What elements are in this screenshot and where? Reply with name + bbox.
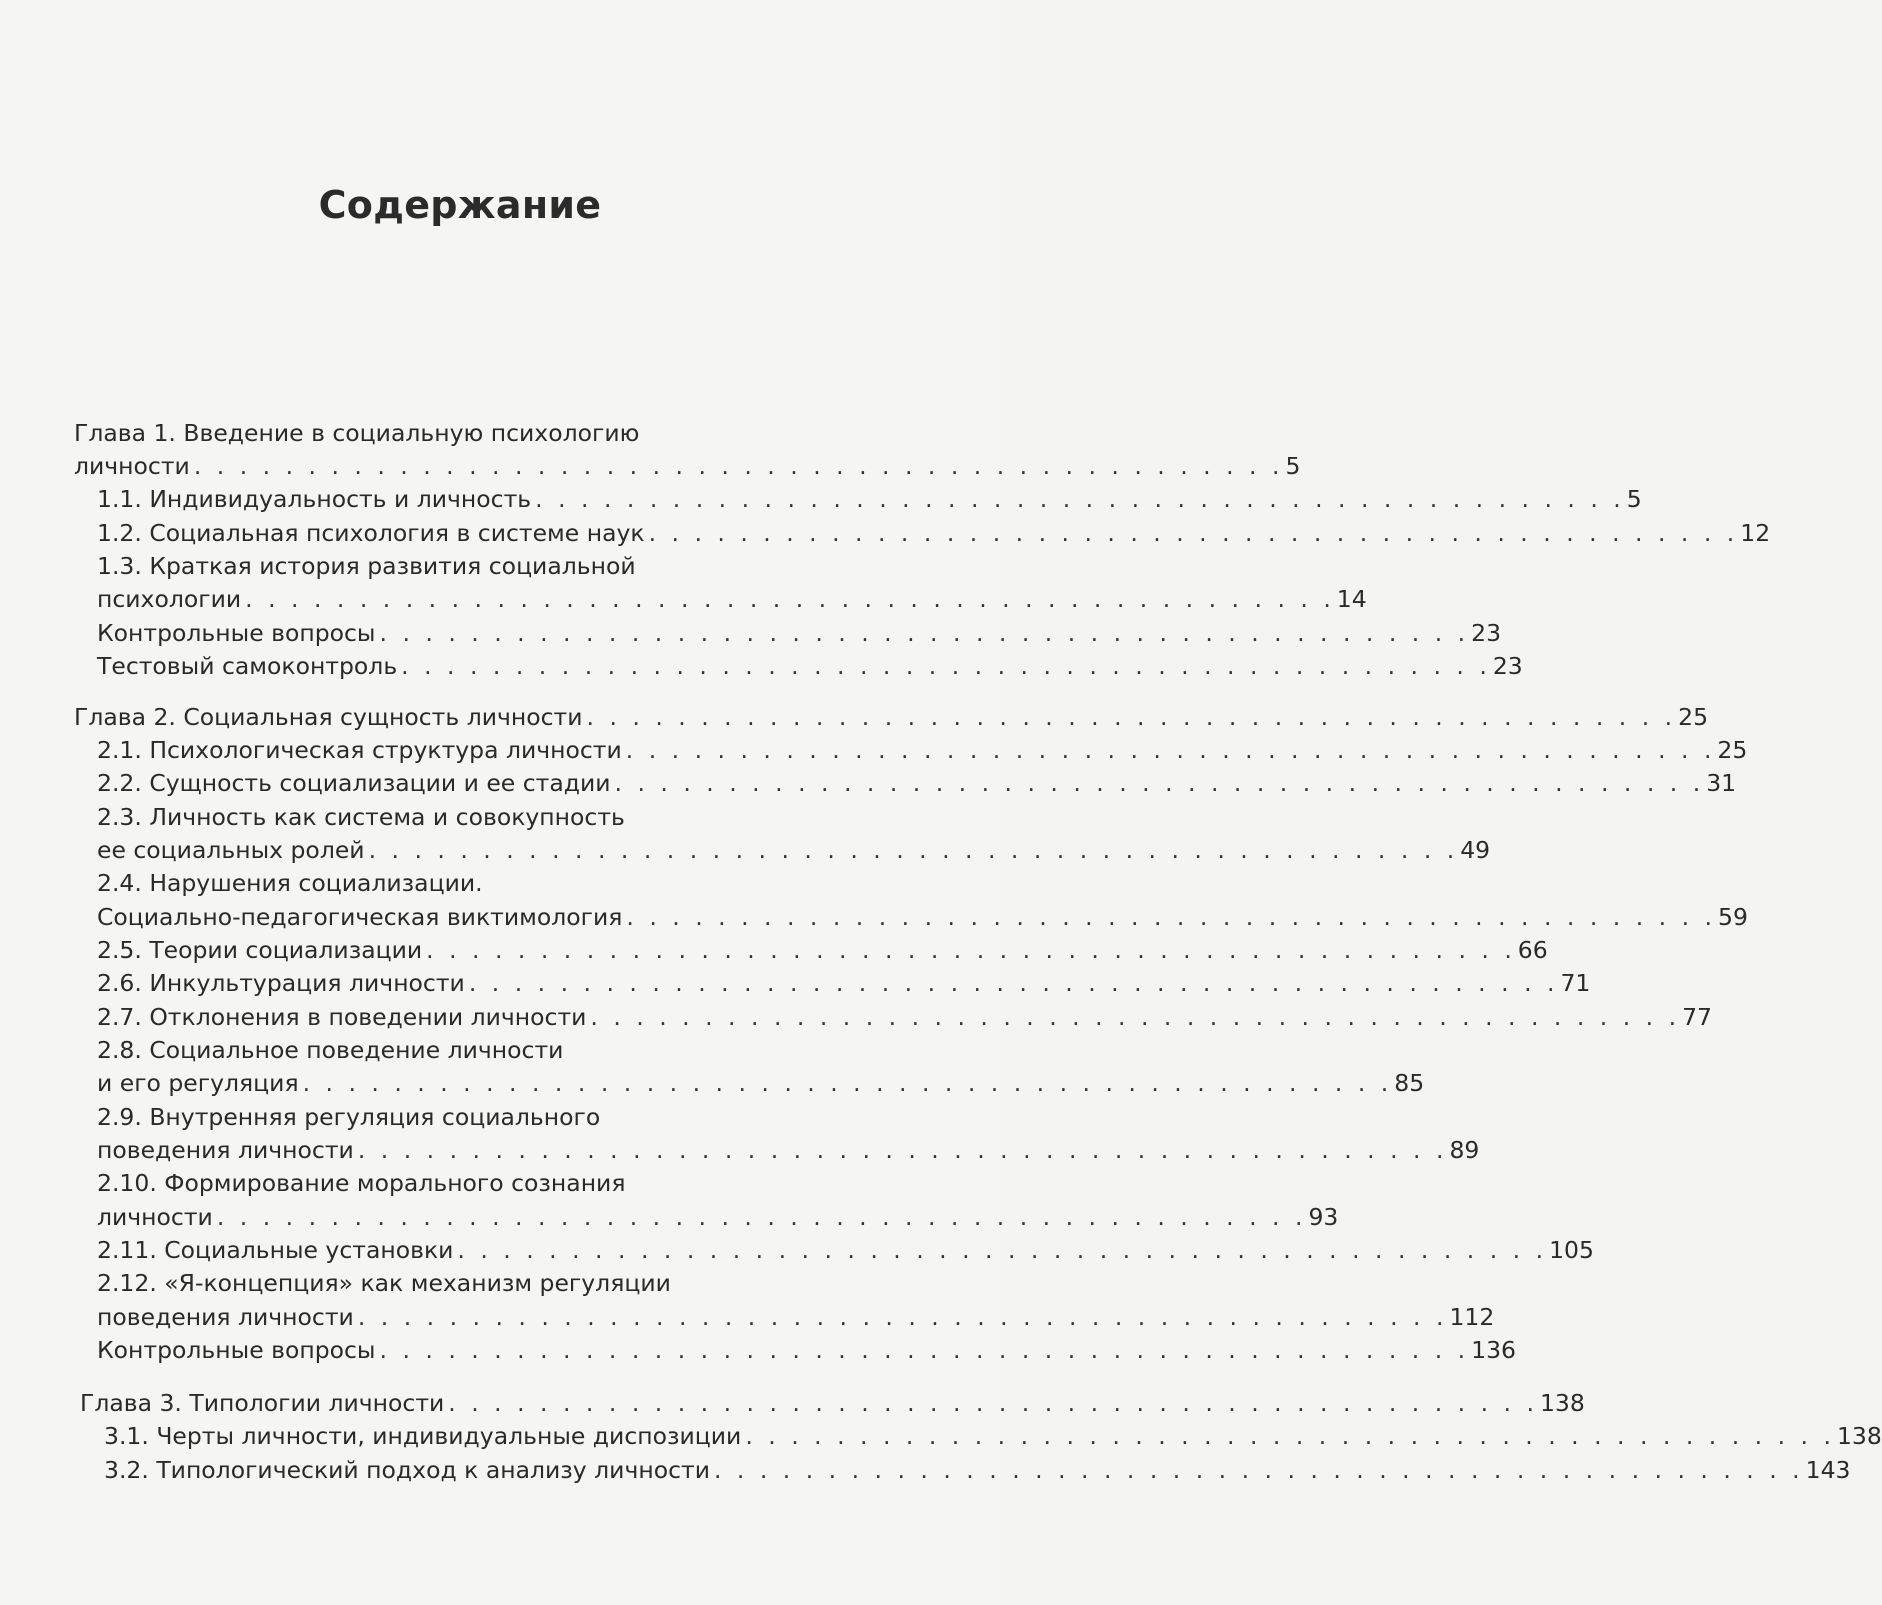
toc-entry [97, 1100, 852, 1134]
toc-page-number: 5 [1285, 452, 1301, 480]
toc-entry-text: психологии [97, 585, 242, 613]
dot-leader: . . . . . . . . . . . . . . . . . . . . . . . . . . . . . . . . . . . . . . . . . . . . . . . . [245, 585, 1335, 613]
toc-entry-text: 2.1. Психологическая структура личности [97, 736, 622, 764]
toc-entry-text: 1.3. Краткая история развития социальной [97, 552, 636, 580]
toc-entry [97, 1233, 1594, 1267]
dot-leader: . . . . . . . . . . . . . . . . . . . . . . . . . . . . . . . . . . . . . . . . . . . . . . . . [713, 1456, 1804, 1484]
toc-entry [104, 1453, 1851, 1487]
toc-entry [74, 449, 1301, 483]
toc-entry [97, 582, 1367, 616]
toc-entry-text: 2.3. Личность как система и совокупность [97, 803, 625, 831]
toc-page-number: 66 [1517, 936, 1548, 964]
toc-entry-text: поведения личности [97, 1136, 354, 1164]
toc-entry-text: 2.5. Теории социализации [97, 936, 423, 964]
dot-leader: . . . . . . . . . . . . . . . . . . . . . . . . . . . . . . . . . . . . . . . . . . . . . . . . [614, 769, 1705, 797]
toc-entry [104, 1419, 1882, 1453]
dot-leader: . . . . . . . . . . . . . . . . . . . . . . . . . . . . . . . . . . . . . . . . . . . . . . . . [368, 836, 1459, 864]
toc-entry-text: Социально-педагогическая виктимология [97, 903, 623, 931]
toc-entry-text: 3.1. Черты личности, индивидуальные диспозиции [104, 1422, 742, 1450]
toc-entry-text: 2.6. Инкультурация личности [97, 969, 465, 997]
toc-entry [97, 1200, 1339, 1234]
dot-leader: . . . . . . . . . . . . . . . . . . . . . . . . . . . . . . . . . . . . . . . . . . . . . . . . [448, 1389, 1538, 1417]
toc-entry [97, 866, 852, 900]
toc-entry-text: личности [74, 452, 190, 480]
dot-leader: . . . . . . . . . . . . . . . . . . . . . . . . . . . . . . . . . . . . . . . . . . . . . . . . [745, 1422, 1835, 1450]
toc-entry [97, 800, 852, 834]
toc-page-number: 71 [1560, 969, 1591, 997]
toc-entry-text: личности [97, 1203, 213, 1231]
toc-entry-text: 1.2. Социальная психология в системе наук [97, 519, 645, 547]
toc-entry-text: 2.7. Отклонения в поведении личности [97, 1003, 587, 1031]
toc-page-number: 138 [1539, 1389, 1585, 1417]
toc-page-number: 85 [1394, 1069, 1425, 1097]
toc-page-number: 93 [1308, 1203, 1339, 1231]
toc-entry-text: 3.2. Типологический подход к анализу личности [104, 1456, 710, 1484]
toc-entry-text: 2.11. Социальные установки [97, 1236, 454, 1264]
toc-entry [97, 1166, 852, 1200]
toc-entry [97, 1066, 1425, 1100]
toc-page-number: 89 [1449, 1136, 1480, 1164]
toc-entry-text: 2.10. Формирование морального сознания [97, 1169, 626, 1197]
toc-page-number: 49 [1460, 836, 1491, 864]
dot-leader: . . . . . . . . . . . . . . . . . . . . . . . . . . . . . . . . . . . . . . . . . . . . . . . . [357, 1303, 1448, 1331]
toc-page-number: 25 [1678, 703, 1709, 731]
toc-entry-text: 2.2. Сущность социализации и ее стадии [97, 769, 611, 797]
toc-entry [97, 833, 1491, 867]
dot-leader: . . . . . . . . . . . . . . . . . . . . . . . . . . . . . . . . . . . . . . . . . . . . . . . . [648, 519, 1739, 547]
dot-leader: . . . . . . . . . . . . . . . . . . . . . . . . . . . . . . . . . . . . . . . . . . . . . . . . [216, 1203, 1307, 1231]
toc-entry-text: Глава 3. Типологии личности [80, 1389, 445, 1417]
toc-entry [97, 616, 1502, 650]
toc-entry-text: Тестовый самоконтроль [97, 652, 398, 680]
toc-page-number: 23 [1492, 652, 1523, 680]
toc-entry-text: Контрольные вопросы [97, 1336, 376, 1364]
toc-page-number: 23 [1471, 619, 1502, 647]
toc-entry [97, 933, 1548, 967]
dot-leader: . . . . . . . . . . . . . . . . . . . . . . . . . . . . . . . . . . . . . . . . . . . . . . . . [626, 903, 1717, 931]
dot-leader: . . . . . . . . . . . . . . . . . . . . . . . . . . . . . . . . . . . . . . . . . . . . . . . . [586, 703, 1677, 731]
toc-chapter-heading [74, 416, 852, 450]
dot-leader: . . . . . . . . . . . . . . . . . . . . . . . . . . . . . . . . . . . . . . . . . . . . . . . . [401, 652, 1491, 680]
toc-entry-text: Глава 1. Введение в социальную психологию [74, 419, 640, 447]
toc-page-number: 25 [1717, 736, 1748, 764]
toc-page-number: 14 [1336, 585, 1367, 613]
toc-entry [97, 1300, 1495, 1334]
toc-entry [97, 966, 1591, 1000]
dot-leader: . . . . . . . . . . . . . . . . . . . . . . . . . . . . . . . . . . . . . . . . . . . . . . . . [468, 969, 1559, 997]
toc-page-number: 112 [1449, 1303, 1495, 1331]
toc-page-number: 12 [1740, 519, 1771, 547]
toc-entry-text: ее социальных ролей [97, 836, 365, 864]
dot-leader: . . . . . . . . . . . . . . . . . . . . . . . . . . . . . . . . . . . . . . . . . . . . . . . . [590, 1003, 1681, 1031]
dot-leader: . . . . . . . . . . . . . . . . . . . . . . . . . . . . . . . . . . . . . . . . . . . . . . . . [193, 452, 1284, 480]
toc-entry-text: и его регуляция [97, 1069, 299, 1097]
toc-page-number: 5 [1626, 485, 1642, 513]
toc-page-number: 138 [1836, 1422, 1882, 1450]
toc-page-number: 136 [1471, 1336, 1517, 1364]
toc-entry [97, 482, 1642, 516]
toc-entry-text: 2.12. «Я-концепция» как механизм регуляции [97, 1269, 671, 1297]
toc-entry [97, 900, 1748, 934]
toc-entry-text: 2.4. Нарушения социализации. [97, 869, 483, 897]
dot-leader: . . . . . . . . . . . . . . . . . . . . . . . . . . . . . . . . . . . . . . . . . . . . . . . . [379, 619, 1470, 647]
toc-entry-text: Контрольные вопросы [97, 619, 376, 647]
toc-entry [97, 1333, 1517, 1367]
toc-entry [97, 733, 1748, 767]
toc-page-number: 77 [1682, 1003, 1712, 1031]
toc-page-number: 59 [1718, 903, 1748, 931]
dot-leader: . . . . . . . . . . . . . . . . . . . . . . . . . . . . . . . . . . . . . . . . . . . . . . . . [379, 1336, 1470, 1364]
toc-entry [97, 1133, 1480, 1167]
dot-leader: . . . . . . . . . . . . . . . . . . . . . . . . . . . . . . . . . . . . . . . . . . . . . . . . [457, 1236, 1548, 1264]
toc-entry-text: 1.1. Индивидуальность и личность [97, 485, 532, 513]
toc-entry [97, 1266, 852, 1300]
toc-chapter-heading [80, 1386, 1585, 1420]
toc-entry [97, 1000, 1712, 1034]
toc-entry-text: Глава 2. Социальная сущность личности [74, 703, 583, 731]
page-title: Содержание [318, 183, 602, 227]
toc-chapter-heading [74, 700, 1709, 734]
dot-leader: . . . . . . . . . . . . . . . . . . . . . . . . . . . . . . . . . . . . . . . . . . . . . . . . [426, 936, 1516, 964]
toc-entry [97, 516, 1771, 550]
toc-entry-text: поведения личности [97, 1303, 354, 1331]
toc-page-number: 143 [1805, 1456, 1851, 1484]
toc-page-number: 105 [1549, 1236, 1594, 1264]
toc-entry [97, 1033, 852, 1067]
toc-entry [97, 766, 1737, 800]
dot-leader: . . . . . . . . . . . . . . . . . . . . . . . . . . . . . . . . . . . . . . . . . . . . . . . . [625, 736, 1716, 764]
toc-entry-text: 2.9. Внутренняя регуляция социального [97, 1103, 601, 1131]
toc-entry [97, 549, 852, 583]
dot-leader: . . . . . . . . . . . . . . . . . . . . . . . . . . . . . . . . . . . . . . . . . . . . . . . . [302, 1069, 1393, 1097]
toc-page-number: 31 [1706, 769, 1737, 797]
toc-entry-text: 2.8. Социальное поведение личности [97, 1036, 564, 1064]
toc-entry [97, 649, 1523, 683]
dot-leader: . . . . . . . . . . . . . . . . . . . . . . . . . . . . . . . . . . . . . . . . . . . . . . . . [357, 1136, 1448, 1164]
dot-leader: . . . . . . . . . . . . . . . . . . . . . . . . . . . . . . . . . . . . . . . . . . . . . . . . [535, 485, 1625, 513]
